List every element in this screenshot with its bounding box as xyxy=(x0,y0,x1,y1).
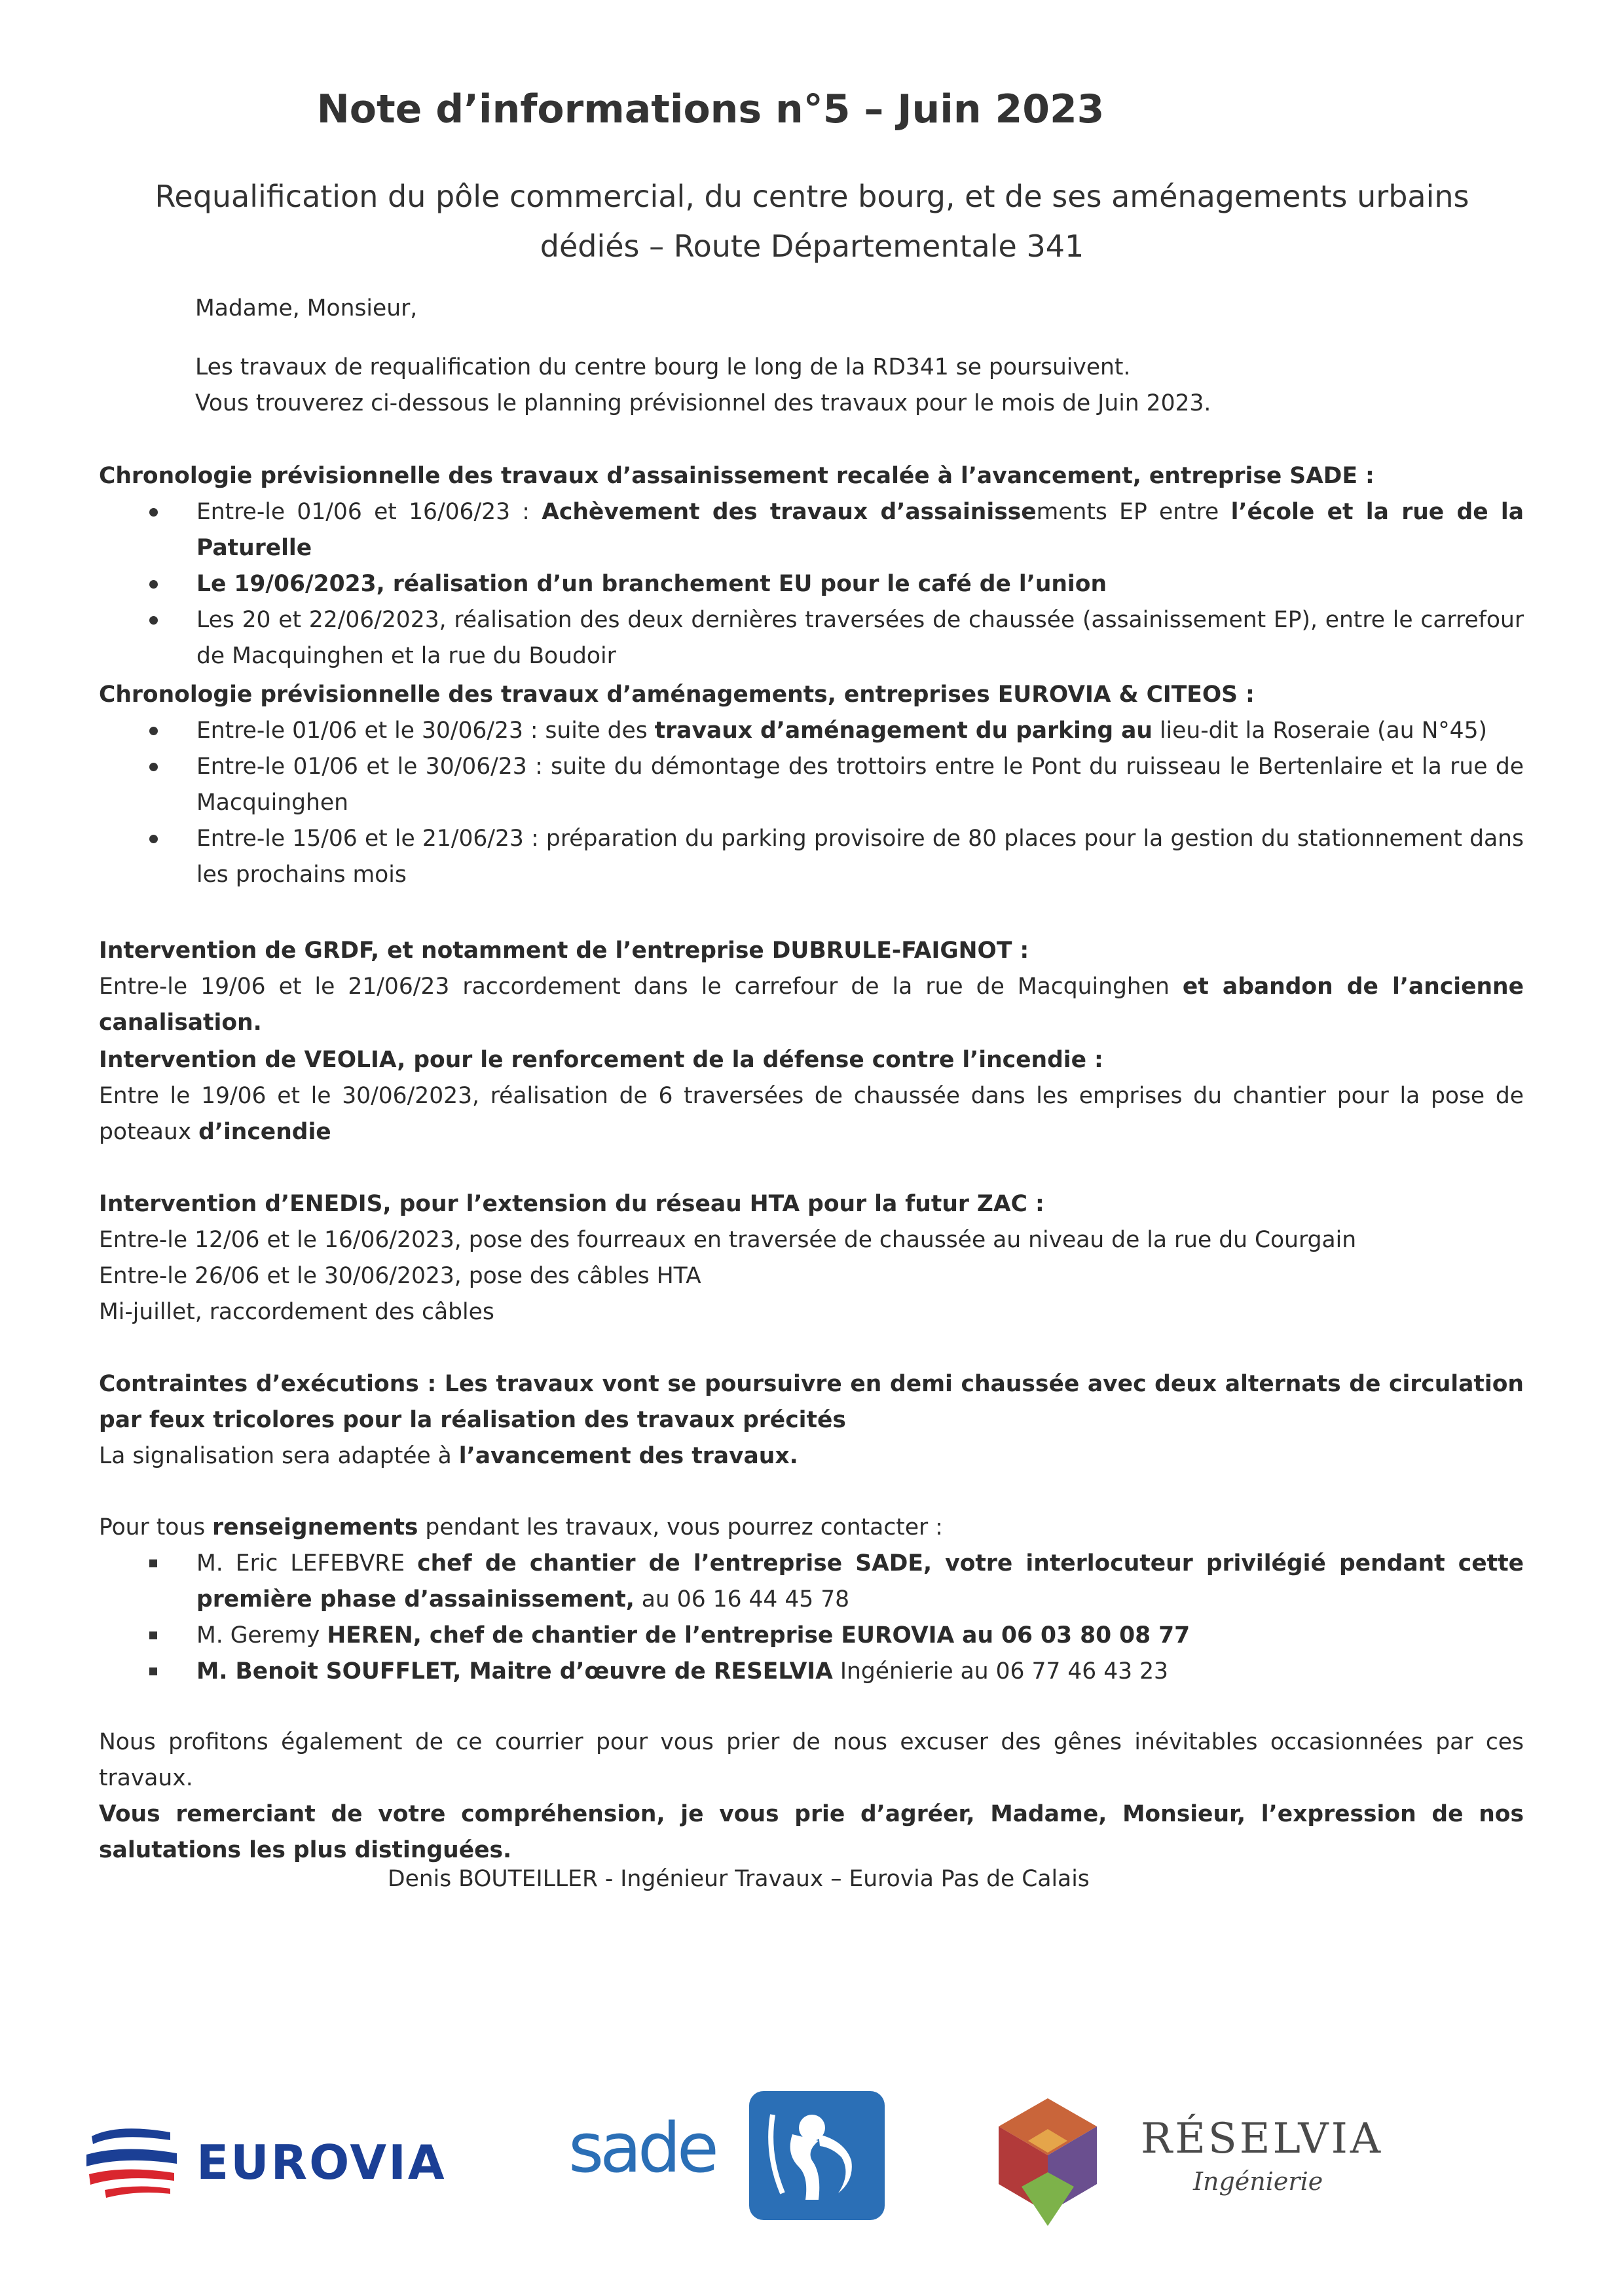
sade-wordmark: sade xyxy=(568,2108,715,2188)
item-text-bold: Achèvement des travaux d’assainisse xyxy=(542,499,1037,525)
item-text: lieu-dit la Roseraie (au N°45) xyxy=(1152,718,1488,744)
section-amenagements xyxy=(99,677,1524,893)
contacts-intro xyxy=(99,1510,1524,1546)
closing-line-2: Vous remerciant de votre compréhension, je vous prie d’agréer, Madame, Monsieur, l’expression de nos salutations les plus distinguées. xyxy=(99,1801,1524,1863)
intro-line-1: Les travaux de requalification du centre bourg le long de la RD341 se poursuivent. xyxy=(195,354,1131,380)
text-run: La signalisation sera adaptée à xyxy=(99,1443,459,1469)
text-run-bold: et abandon de l’ancienne canalisation. xyxy=(99,974,1524,1036)
subtitle-line-1: Requalification du pôle commercial, du centre bourg, et de ses aménagements urbains xyxy=(155,179,1469,214)
item-text-bold: l’école et la rue de la Paturelle xyxy=(196,499,1524,561)
section-contacts xyxy=(99,1510,1524,1690)
enedis-line-1: Entre-le 12/06 et le 16/06/2023, pose des fourreaux en traversée de chaussée au niveau de la rue du Courgain xyxy=(99,1227,1357,1253)
subtitle-line-2: dédiés – Route Départementale 341 xyxy=(540,228,1084,264)
section-text xyxy=(99,1078,1524,1150)
list-item xyxy=(99,821,1524,893)
item-text: M. Eric LEFEBVRE xyxy=(196,1550,418,1576)
item-text-bold: travaux d’aménagement du parking au xyxy=(654,718,1153,744)
contact-item xyxy=(99,1546,1524,1618)
eurovia-wordmark: EUROVIA xyxy=(196,2135,447,2190)
text-run: Entre-le 19/06 et le 21/06/23 raccordement dans le carrefour de la rue de Macquinghen xyxy=(99,974,1183,1000)
text-run: Entre le 19/06 et le 30/06/2023, réalisation de 6 traversées de chaussée dans les emprises du chantier pour la pose de poteaux xyxy=(99,1083,1524,1145)
item-text: Les 20 et 22/06/2023, réalisation des deux dernières traversées de chaussée (assainissement EP), entre le carrefour de Macquinghen et la rue du Boudoir xyxy=(196,607,1524,669)
section-contraintes xyxy=(99,1366,1524,1474)
page-subtitle xyxy=(98,172,1526,271)
contact-item xyxy=(99,1654,1524,1690)
section-heading: Chronologie prévisionnelle des travaux d’aménagements, entreprises EUROVIA & CITEOS : xyxy=(99,682,1255,708)
section-heading: Intervention de VEOLIA, pour le renforcement de la défense contre l’incendie : xyxy=(99,1047,1103,1073)
signature: Denis BOUTEILLER - Ingénieur Travaux – Eurovia Pas de Calais xyxy=(388,1866,1090,1892)
section-assainissement xyxy=(99,458,1524,674)
page-title: Note d’informations n°5 – Juin 2023 xyxy=(316,86,1105,132)
item-text: Ingénierie au 06 77 46 43 23 xyxy=(832,1658,1168,1685)
section-text xyxy=(99,969,1524,1041)
intro-paragraph xyxy=(195,350,1439,422)
bullet-icon xyxy=(149,580,158,589)
section-heading: Intervention de GRDF, et notamment de l’entreprise DUBRULE-FAIGNOT : xyxy=(99,938,1029,964)
square-bullet-icon xyxy=(149,1631,157,1639)
item-text: au 06 16 44 45 78 xyxy=(634,1586,850,1613)
text-run-bold: d’incendie xyxy=(198,1119,331,1145)
item-text: Entre-le 01/06 et le 30/06/23 : suite du démontage des trottoirs entre le Pont du ruisseau le Bertenlaire et la rue de Macquinghen xyxy=(196,754,1524,816)
text-run-bold: l’avancement des travaux. xyxy=(458,1443,798,1469)
reselvia-subtitle: Ingénierie xyxy=(1193,2167,1323,2196)
text-run-bold: renseignements xyxy=(212,1514,418,1540)
section-heading: Intervention d’ENEDIS, pour l’extension du réseau HTA pour la futur ZAC : xyxy=(99,1191,1044,1217)
reselvia-wordmark: RÉSELVIA xyxy=(1141,2115,1384,2163)
reselvia-cube-icon xyxy=(982,2095,1113,2232)
bullet-icon xyxy=(149,616,158,625)
section-grdf xyxy=(99,933,1524,1041)
bullet-icon xyxy=(149,727,158,735)
enedis-line-3: Mi-juillet, raccordement des câbles xyxy=(99,1299,494,1325)
item-text: Entre-le 15/06 et le 21/06/23 : préparation du parking provisoire de 80 places pour la gestion du stationnement dans les prochains mois xyxy=(196,826,1524,888)
section-text xyxy=(99,1438,1524,1474)
list-item xyxy=(99,749,1524,821)
square-bullet-icon xyxy=(149,1667,157,1675)
item-text: ments EP entre xyxy=(1036,499,1231,525)
list-item xyxy=(99,713,1524,749)
greeting: Madame, Monsieur, xyxy=(195,295,418,321)
section-heading: Contraintes d’exécutions : Les travaux vont se poursuivre en demi chaussée avec deux alternats de circulation par feux tricolores pour la réalisation des travaux précités xyxy=(99,1371,1524,1433)
item-text-bold: M. Benoit SOUFFLET, Maitre d’œuvre de RESELVIA xyxy=(196,1658,833,1685)
closing-paragraph xyxy=(99,1724,1524,1868)
contact-item xyxy=(99,1618,1524,1654)
list-item xyxy=(99,566,1524,602)
intro-line-2: Vous trouverez ci-dessous le planning prévisionnel des travaux pour le mois de Juin 2023. xyxy=(195,390,1211,416)
item-text-bold: Le 19/06/2023, réalisation d’un branchement EU pour le café de l’union xyxy=(196,571,1107,597)
item-text: M. Geremy xyxy=(196,1622,327,1649)
reselvia-logo xyxy=(0,2082,1624,2239)
closing-line-1: Nous profitons également de ce courrier pour vous prier de nous excuser des gênes inévitables occasionnées par ces travaux. xyxy=(99,1729,1524,1791)
section-enedis xyxy=(99,1186,1524,1330)
item-text-bold: HEREN, chef de chantier de l’entreprise EUROVIA au 06 03 80 08 77 xyxy=(327,1622,1190,1649)
list-item xyxy=(99,602,1524,674)
item-text: Entre-le 01/06 et 16/06/23 : xyxy=(196,499,542,525)
bullet-icon xyxy=(149,763,158,771)
enedis-line-2: Entre-le 26/06 et le 30/06/2023, pose des câbles HTA xyxy=(99,1263,701,1289)
item-text: Entre-le 01/06 et le 30/06/23 : suite des xyxy=(196,718,655,744)
text-run: Pour tous xyxy=(99,1514,213,1540)
item-text-bold: chef de chantier de l’entreprise SADE, votre interlocuteur privilégié pendant cette première phase d’assainissement, xyxy=(196,1550,1524,1613)
section-veolia xyxy=(99,1042,1524,1150)
bullet-icon xyxy=(149,508,158,517)
section-heading: Chronologie prévisionnelle des travaux d’assainissement recalée à l’avancement, entreprise SADE : xyxy=(99,463,1375,489)
text-run: pendant les travaux, vous pourrez contacter : xyxy=(418,1514,943,1540)
list-item xyxy=(99,494,1524,566)
bullet-icon xyxy=(149,835,158,843)
square-bullet-icon xyxy=(149,1559,157,1567)
partner-logos xyxy=(0,2082,1624,2239)
